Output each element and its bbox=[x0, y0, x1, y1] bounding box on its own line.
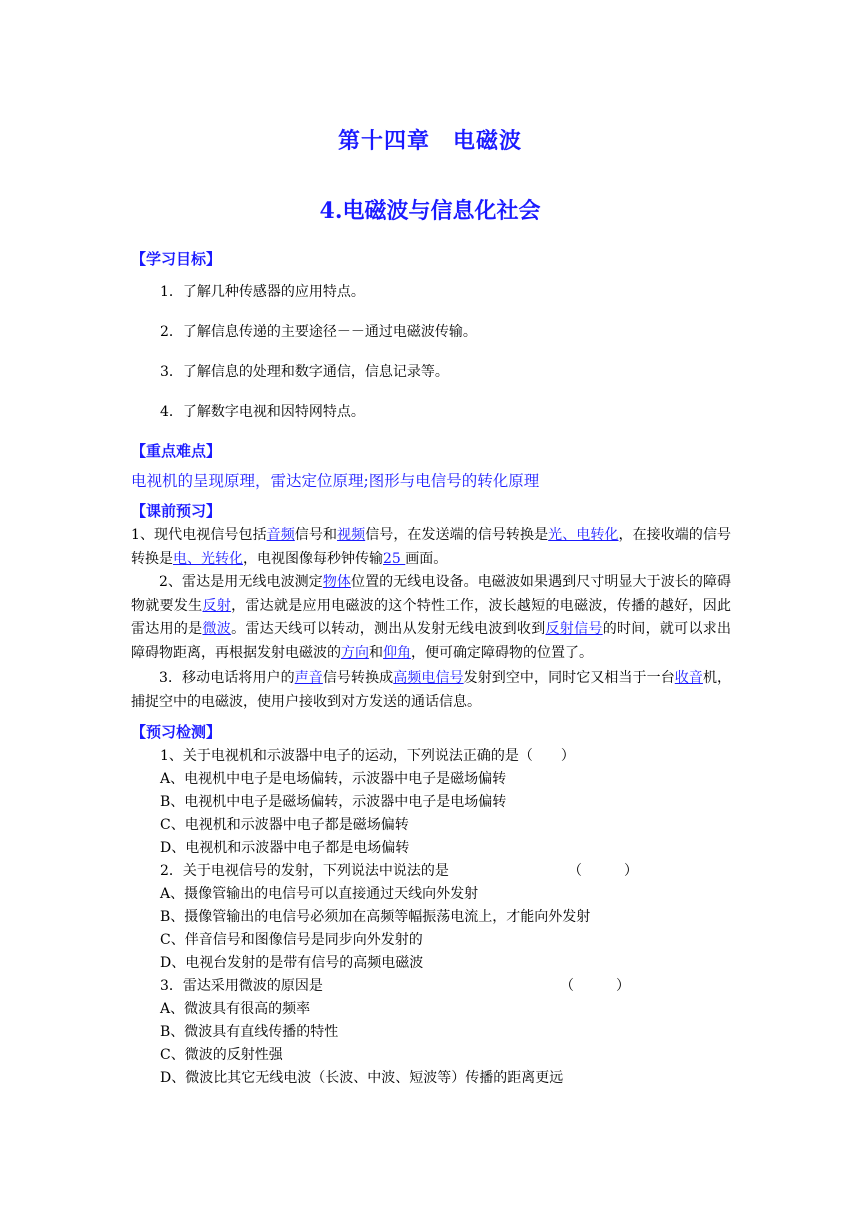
answer-bracket-3: （ ） bbox=[560, 978, 630, 994]
link-video[interactable]: 视频 bbox=[337, 527, 366, 543]
section-goals-heading: 【学习目标】 bbox=[131, 250, 222, 268]
link-radio[interactable]: 收音 bbox=[674, 670, 703, 686]
option-3c: C、微波的反射性强 bbox=[160, 1047, 283, 1063]
link-elevation[interactable]: 仰角 bbox=[383, 644, 411, 661]
goal-item: 1．了解几种传感器的应用特点。 bbox=[160, 284, 365, 300]
question-2: 2．关于电视信号的发射，下列说法中说法的是 bbox=[160, 863, 449, 879]
answer-bracket-2: （ ） bbox=[568, 863, 638, 879]
link-direction[interactable]: 方向 bbox=[341, 644, 369, 661]
option-3d: D、微波比其它无线电波（长波、中波、短波等）传播的距离更远 bbox=[160, 1070, 564, 1086]
preview-paragraph-3: 3．移动电话将用户的声音信号转换成高频电信号发射到空中，同时它又相当于一台收音机，捕捉空中的电磁波，使用户接收到对方发送的通话信息。 bbox=[131, 670, 732, 710]
option-2a: A、摄像管输出的电信号可以直接通过天线向外发射 bbox=[160, 886, 479, 902]
link-hf-signal[interactable]: 高频电信号 bbox=[393, 670, 464, 686]
goal-item: 2．了解信息传递的主要途径－－通过电磁波传输。 bbox=[160, 324, 477, 340]
option-3a: A、微波具有很高的频率 bbox=[160, 1001, 311, 1017]
option-1d: D、电视机和示波器中电子都是电场偏转 bbox=[160, 840, 410, 856]
preview-paragraphs bbox=[131, 524, 731, 714]
option-2c: C、伴音信号和图像信号是同步向外发射的 bbox=[160, 932, 423, 948]
goal-item: 4．了解数字电视和因特网特点。 bbox=[160, 404, 365, 420]
question-1: 1、关于电视机和示波器中电子的运动，下列说法正确的是（ ） bbox=[160, 748, 575, 764]
link-electro-optical[interactable]: 电、光转化 bbox=[173, 550, 243, 567]
goal-item: 3．了解信息的处理和数字通信，信息记录等。 bbox=[160, 364, 449, 380]
link-25[interactable]: 25 bbox=[383, 550, 406, 567]
option-1b: B、电视机中电子是磁场偏转，示波器中电子是电场偏转 bbox=[160, 794, 507, 810]
option-2b: B、摄像管输出的电信号必须加在高频等幅振荡电流上，才能向外发射 bbox=[160, 909, 591, 925]
section-key-heading: 【重点难点】 bbox=[131, 442, 222, 460]
chapter-title: 第十四章 电磁波 bbox=[337, 128, 522, 154]
section-preview-heading: 【课前预习】 bbox=[131, 502, 222, 520]
link-microwave[interactable]: 微波 bbox=[202, 621, 232, 637]
link-reflection[interactable]: 反射 bbox=[202, 597, 232, 614]
option-3b: B、微波具有直线传播的特性 bbox=[160, 1024, 339, 1040]
section-check-heading: 【预习检测】 bbox=[131, 723, 222, 741]
preview-paragraph-2: 2、雷达是用无线电波测定物体位置的无线电设备。电磁波如果遇到尺寸明显大于波长的障碍物就要发生反射，雷达就是应用电磁波的这个特性工作，波长越短的电磁波，传播的越好，因此雷达用的是微波。雷达天线可以转动，测出从发射无线电波到收到反射信号的时间，就可以求出障碍物距离，再根据发射电磁波的方向和仰角，便可确定障碍物的位置了。 bbox=[131, 574, 732, 661]
option-1c: C、电视机和示波器中电子都是磁场偏转 bbox=[160, 817, 409, 833]
link-audio[interactable]: 音频 bbox=[266, 527, 295, 543]
link-reflected-signal[interactable]: 反射信号 bbox=[545, 621, 603, 637]
link-sound[interactable]: 声音 bbox=[294, 670, 323, 686]
option-2d: D、电视台发射的是带有信号的高频电磁波 bbox=[160, 955, 424, 971]
preview-paragraph-1: 1、现代电视信号包括音频信号和视频信号，在发送端的信号转换是光、电转化，在接收端的信号转换是电、光转化，电视图像每秒钟传输25 画面。 bbox=[131, 527, 732, 567]
link-object[interactable]: 物体 bbox=[322, 574, 351, 590]
link-photoelectric[interactable]: 光、电转化 bbox=[548, 527, 619, 543]
key-points-text: 电视机的呈现原理，雷达定位原理;图形与电信号的转化原理 bbox=[131, 472, 540, 490]
lesson-title: 4.电磁波与信息化社会 bbox=[319, 198, 541, 224]
option-1a: A、电视机中电子是电场偏转，示波器中电子是磁场偏转 bbox=[160, 771, 507, 787]
question-3: 3．雷达采用微波的原因是 bbox=[160, 978, 323, 994]
